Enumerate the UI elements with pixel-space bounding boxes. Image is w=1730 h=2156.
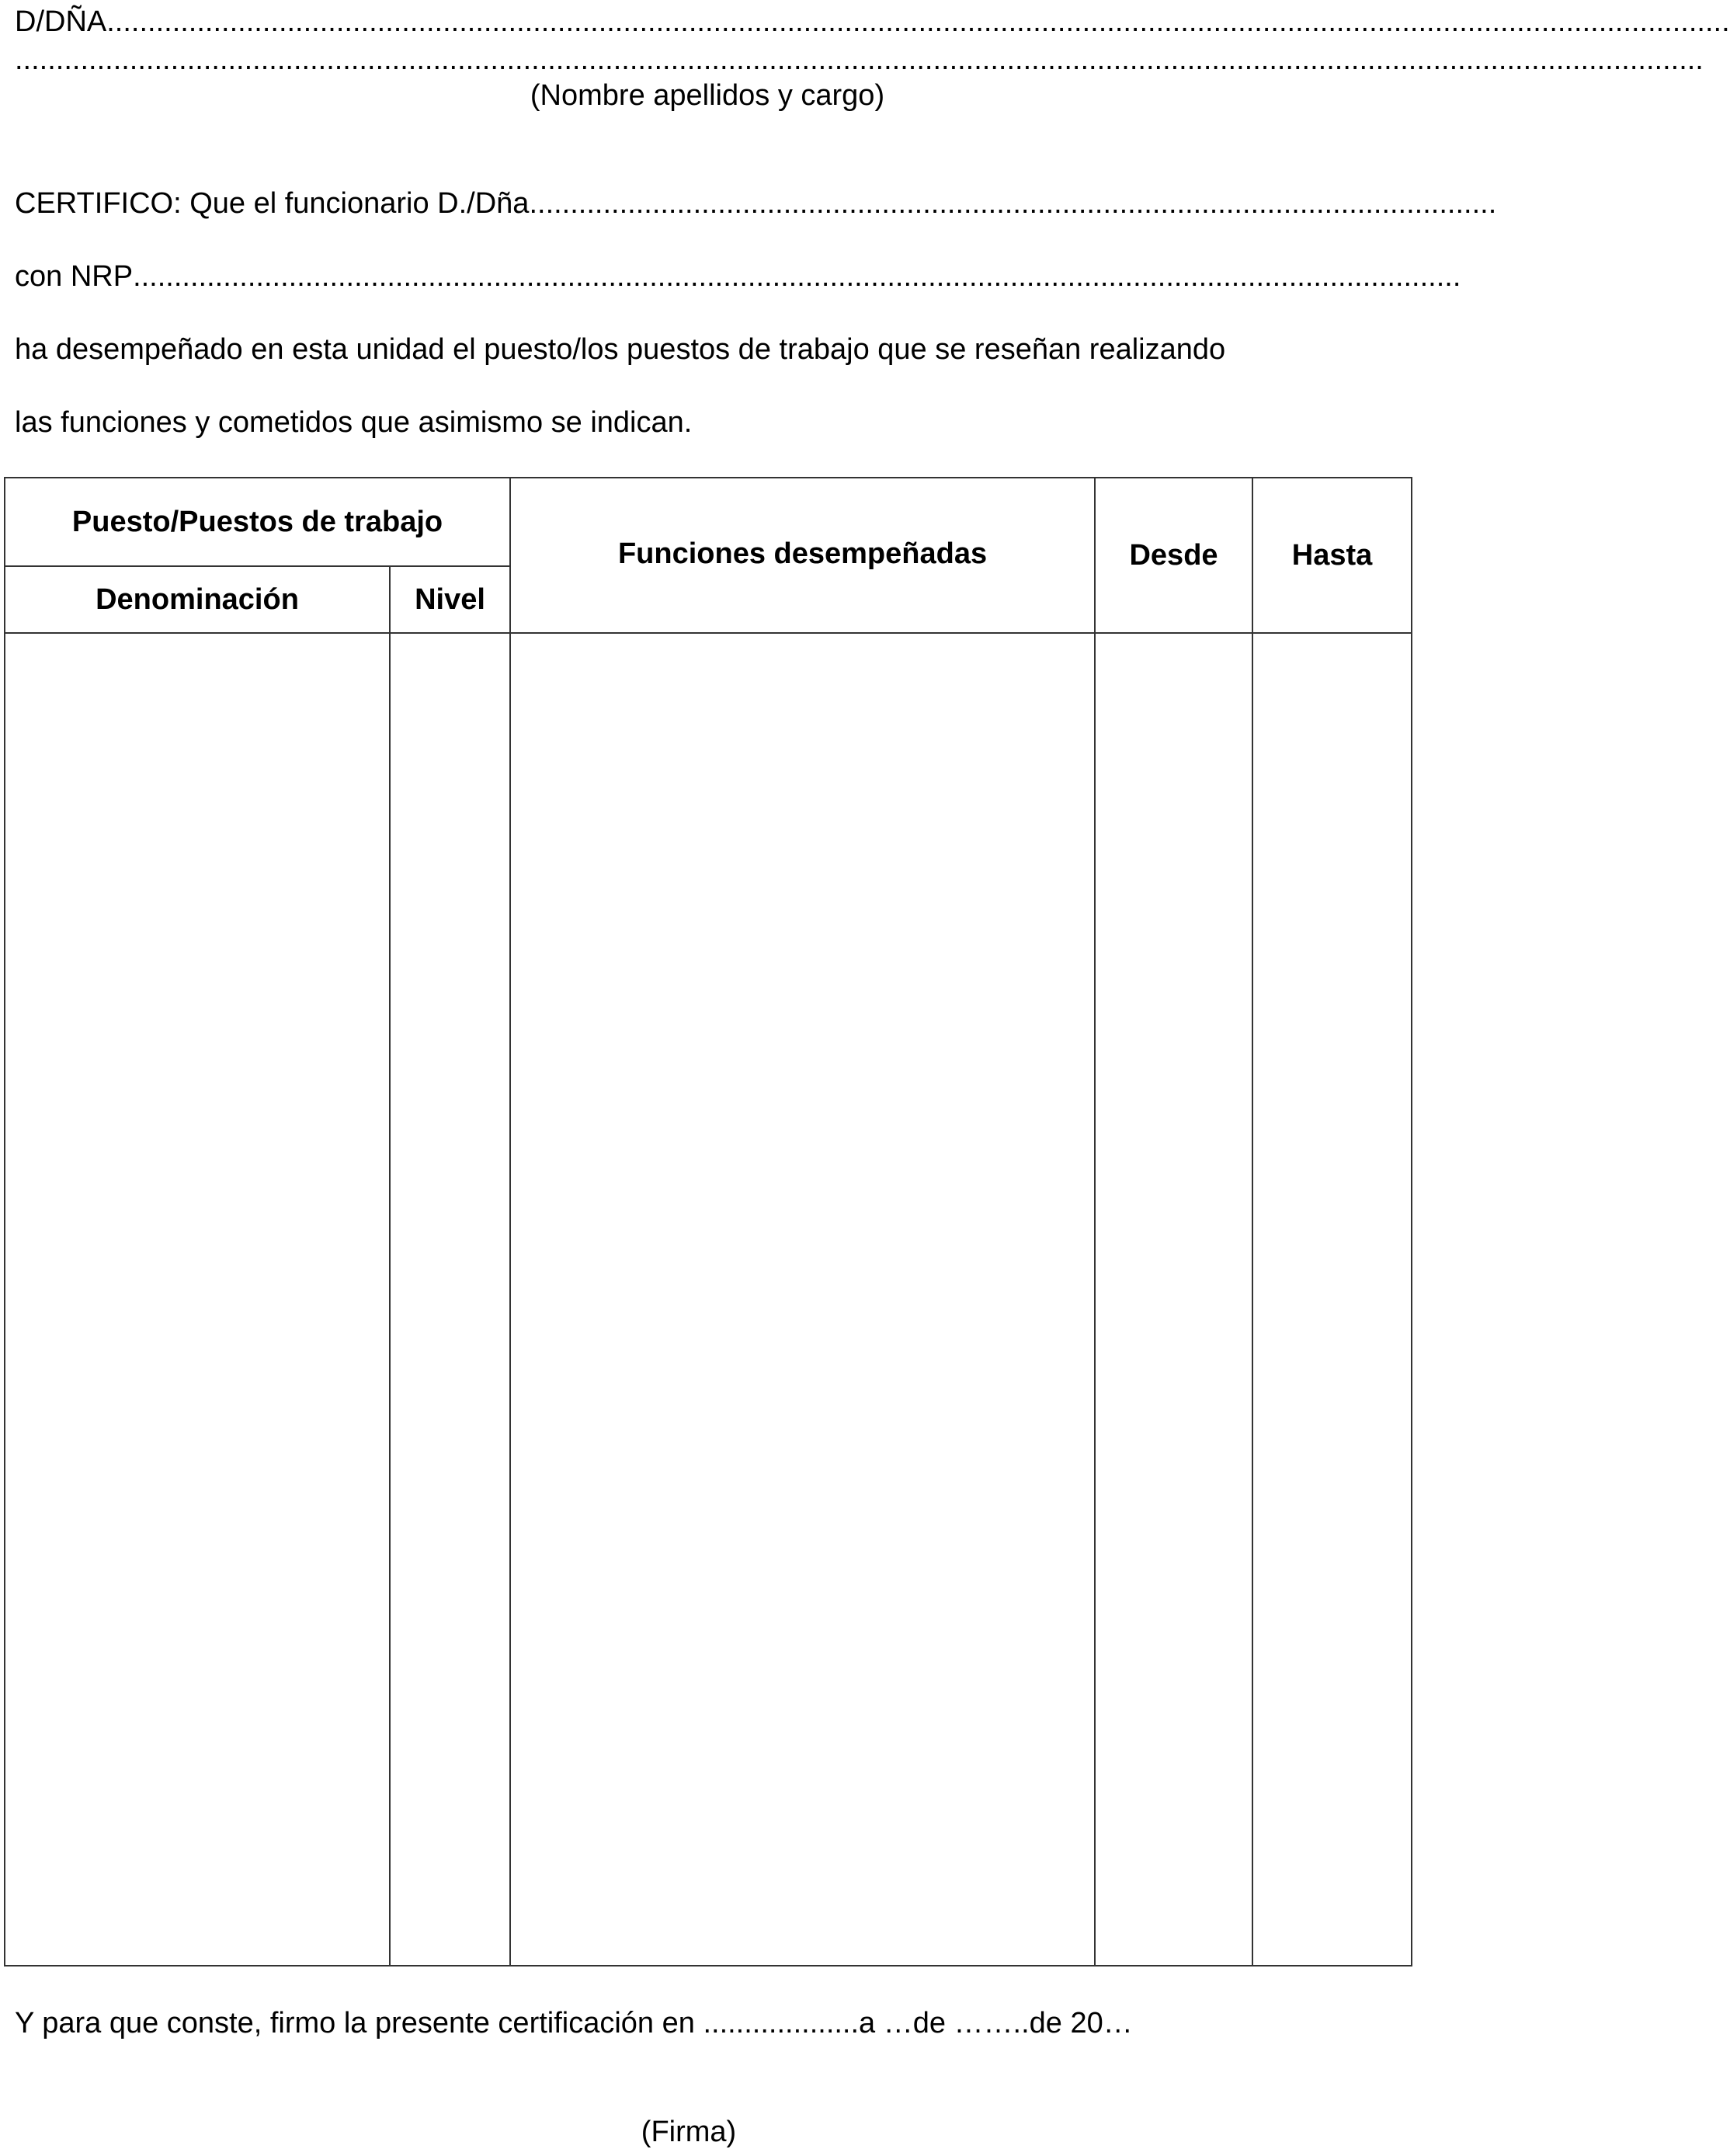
header-puesto-group: Puesto/Puestos de trabajo xyxy=(5,478,510,566)
certifico-line xyxy=(15,186,1497,221)
cell-nivel[interactable] xyxy=(390,633,510,1966)
positions-table xyxy=(4,477,1412,1966)
second-dots: .............................................................................................................................................................................................................. xyxy=(15,43,1704,76)
cell-desde[interactable] xyxy=(1095,633,1252,1966)
dna-label: D/DÑA xyxy=(15,5,107,38)
dna-continuation-line xyxy=(15,42,1704,78)
certifico-dots: ...................................................................................................................... xyxy=(529,187,1497,220)
nrp-dots-2: ................................................................................................................... xyxy=(518,260,1461,293)
header-hasta: Hasta xyxy=(1252,478,1412,633)
cell-hasta[interactable] xyxy=(1252,633,1412,1966)
cell-funciones[interactable] xyxy=(510,633,1095,1966)
nrp-dots-1: ............................................... xyxy=(133,260,519,293)
nrp-text: con NRP xyxy=(15,260,134,293)
header-nivel: Nivel xyxy=(390,566,510,633)
name-caption: (Nombre apellidos y cargo) xyxy=(530,79,885,112)
cell-denominacion[interactable] xyxy=(5,633,390,1966)
dna-dots: ...................................................................................................................................................................................................... xyxy=(106,5,1730,38)
certifico-text: CERTIFICO: Que el funcionario D./Dña xyxy=(15,187,530,220)
table-body-row xyxy=(5,633,1412,1966)
header-funciones: Funciones desempeñadas xyxy=(510,478,1095,633)
body-line-4: las funciones y cometidos que asimismo se indican. xyxy=(15,406,693,439)
nrp-line xyxy=(15,259,1461,294)
dna-line xyxy=(15,4,1730,40)
header-desde: Desde xyxy=(1095,478,1252,633)
signature-caption: (Firma) xyxy=(641,2116,737,2148)
header-denominacion: Denominación xyxy=(5,566,390,633)
closing-line: Y para que conste, firmo la presente certificación en ...................a …de ……..de 20… xyxy=(15,2007,1133,2040)
body-line-3: ha desempeñado en esta unidad el puesto/los puestos de trabajo que se reseñan realizando xyxy=(15,333,1226,366)
